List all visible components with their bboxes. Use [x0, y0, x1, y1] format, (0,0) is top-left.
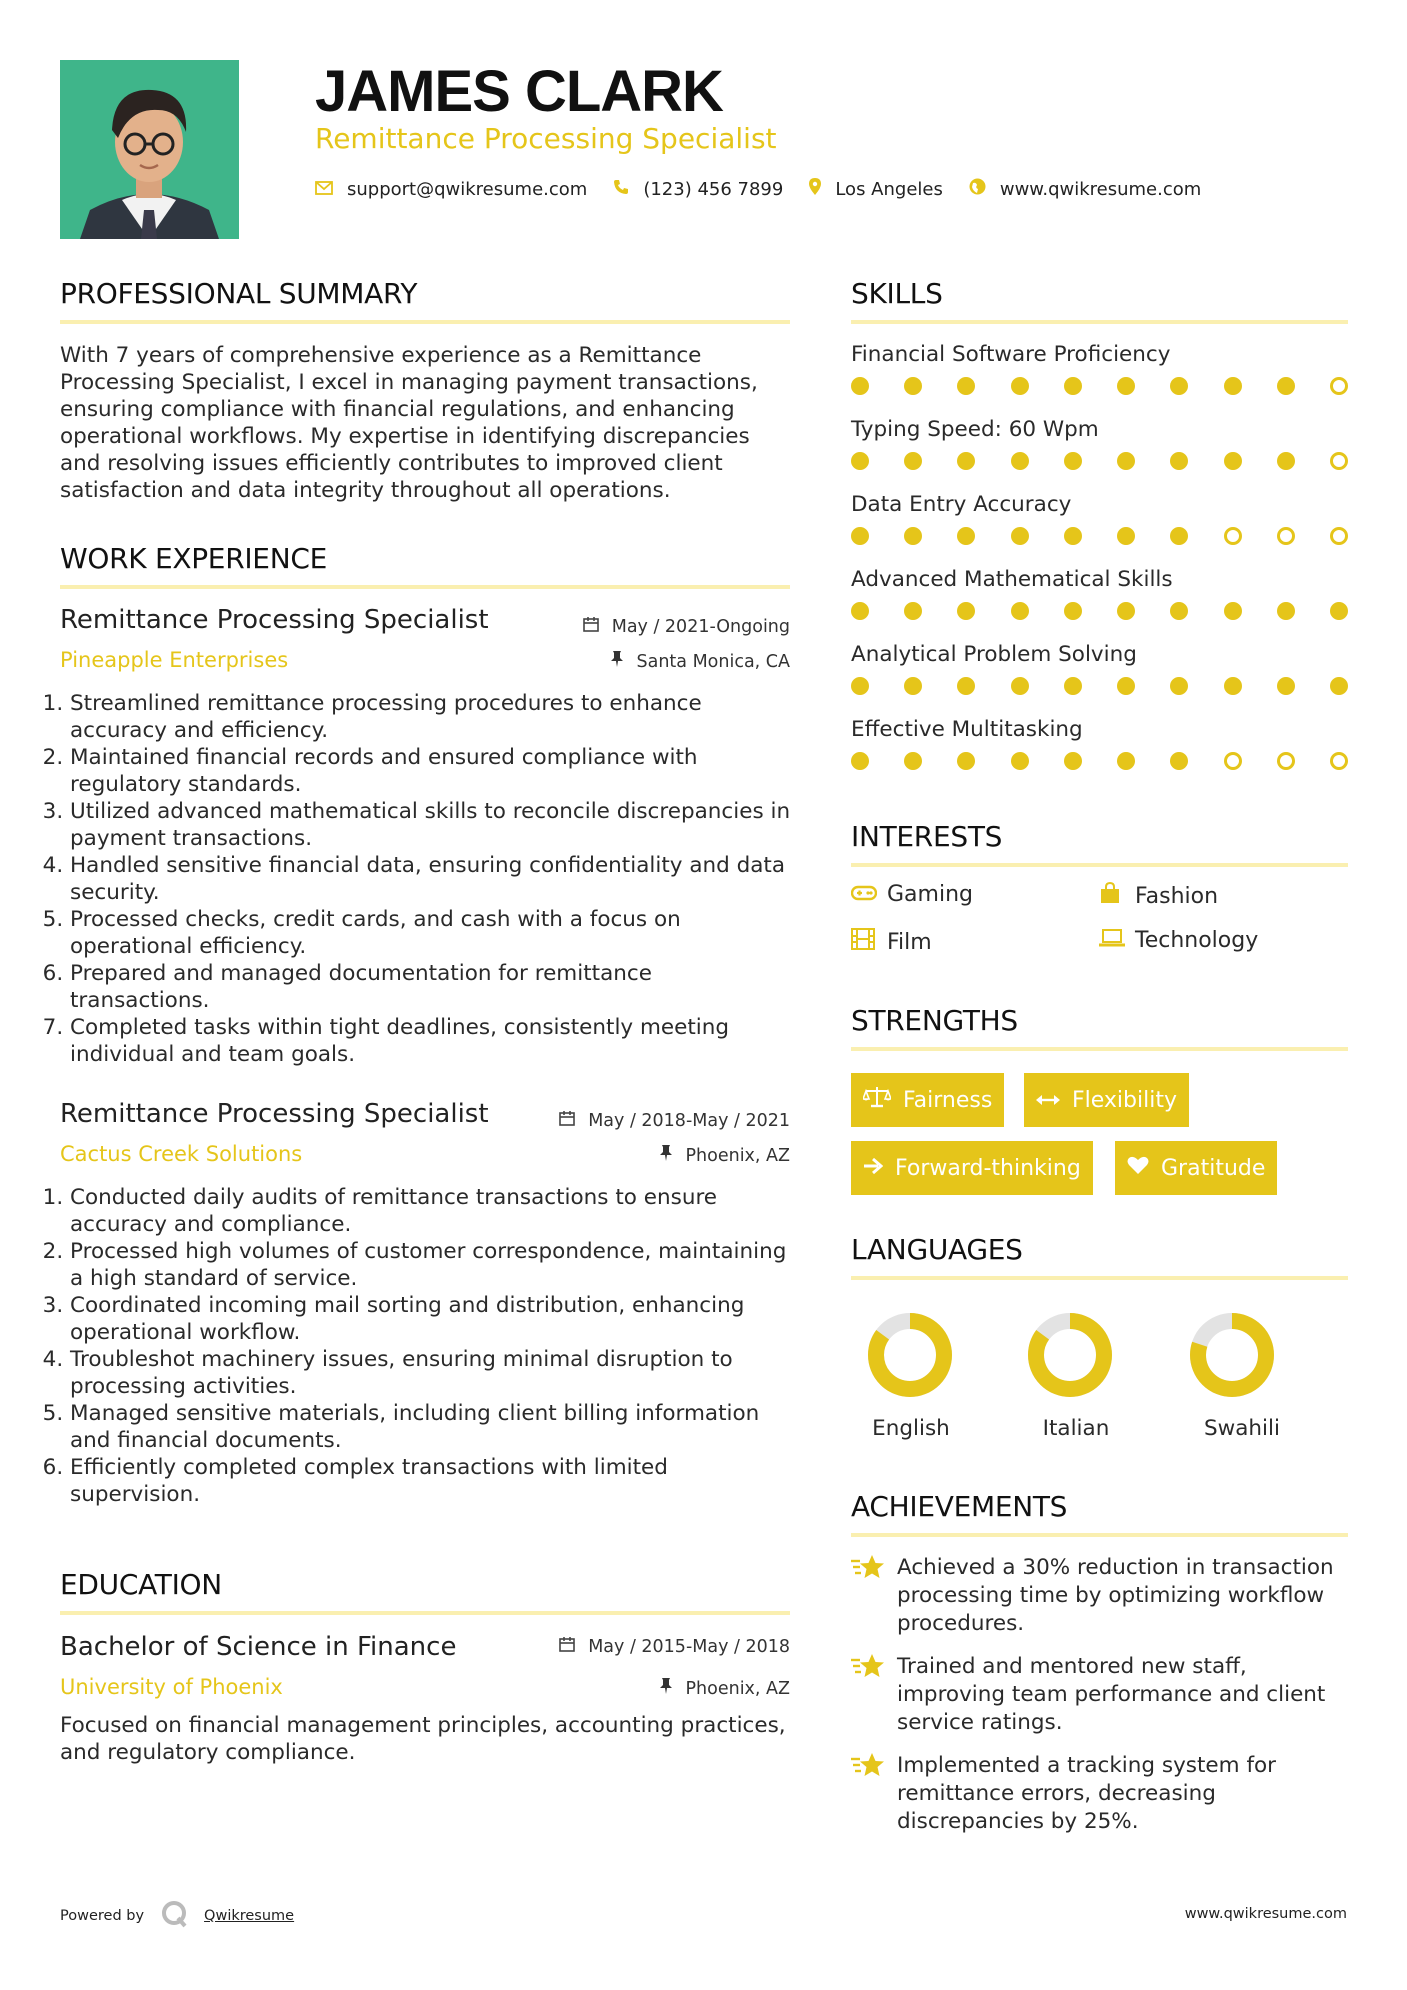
skill-rating [851, 602, 1348, 620]
strength-chip [851, 1141, 1093, 1195]
rating-dot-filled [1011, 527, 1029, 545]
languages-heading: LANGUAGES [851, 1233, 1023, 1266]
film-icon [851, 928, 887, 956]
profile-avatar-illustration [60, 60, 239, 239]
contact-website[interactable]: www.qwikresume.com [999, 178, 1202, 200]
list-item: 6. Prepared and managed documentation for remittance transactions. [70, 960, 792, 1014]
profile-photo [60, 60, 239, 239]
skill-item [851, 567, 1348, 642]
list-item: 3. Utilized advanced mathematical skills to reconcile discrepancies in payment transactions. [70, 798, 792, 852]
job-location-text: Phoenix, AZ [685, 1146, 790, 1166]
rating-dot-filled [1170, 752, 1188, 770]
skills-list [851, 342, 1348, 792]
job-date-text: May / 2021-Ongoing [611, 617, 790, 637]
list-item: 4. Handled sensitive financial data, ensuring confidentiality and data security. [70, 852, 792, 906]
list-item: 1. Streamlined remittance processing procedures to enhance accuracy and efficiency. [70, 690, 792, 744]
education-date [559, 1636, 790, 1657]
rating-dot-filled [1064, 527, 1082, 545]
language-donut [876, 1321, 944, 1389]
candidate-title: Remittance Processing Specialist [315, 122, 777, 155]
rating-dot-empty [1277, 527, 1295, 545]
rating-dot-filled [1277, 602, 1295, 620]
interests-heading: INTERESTS [851, 820, 1003, 853]
rating-dot-filled [1170, 452, 1188, 470]
rating-dot-empty [1224, 752, 1242, 770]
language-label: Swahili [1204, 1416, 1280, 1441]
strength-chip [1024, 1073, 1189, 1127]
job-location [660, 1145, 790, 1166]
job-date-text: May / 2018-May / 2021 [588, 1111, 790, 1131]
rating-dot-filled [1064, 452, 1082, 470]
balance-scale-icon [863, 1086, 891, 1114]
rating-dot-filled [851, 752, 869, 770]
list-item: 2. Maintained financial records and ensured compliance with regulatory standards. [70, 744, 792, 798]
skills-heading: SKILLS [851, 277, 943, 310]
list-item: 4. Troubleshot machinery issues, ensuring minimal disruption to processing activities. [70, 1346, 792, 1400]
rating-dot-filled [957, 527, 975, 545]
list-item: 2. Processed high volumes of customer correspondence, maintaining a high standard of service. [70, 1238, 792, 1292]
summary-divider [60, 320, 790, 324]
strength-chip [1115, 1141, 1277, 1195]
candidate-name: JAMES CLARK [315, 59, 723, 124]
rating-dot-filled [904, 452, 922, 470]
rating-dot-filled [904, 377, 922, 395]
skill-item [851, 717, 1348, 792]
education-location-text: Phoenix, AZ [685, 1679, 790, 1699]
map-pin-icon [809, 178, 821, 200]
rating-dot-filled [1224, 677, 1242, 695]
heart-icon [1127, 1155, 1149, 1181]
rating-dot-filled [1064, 677, 1082, 695]
rating-dot-filled [851, 377, 869, 395]
laptop-icon [1099, 928, 1135, 953]
rating-dot-filled [904, 527, 922, 545]
rating-dot-filled [1011, 602, 1029, 620]
company-name: Pineapple Enterprises [60, 648, 289, 672]
interest-item [1099, 928, 1258, 953]
strength-label: Gratitude [1161, 1155, 1266, 1181]
interest-label: Technology [1135, 928, 1259, 953]
skill-rating [851, 752, 1348, 770]
phone-icon [613, 179, 629, 200]
education-date-text: May / 2015-May / 2018 [588, 1637, 790, 1657]
interest-item [1099, 882, 1218, 910]
strength-chip [851, 1073, 1004, 1127]
rating-dot-filled [904, 677, 922, 695]
interest-item [851, 928, 932, 956]
globe-icon [969, 178, 986, 200]
shopping-bag-icon [1099, 882, 1135, 910]
rating-dot-filled [1011, 377, 1029, 395]
strength-label: Flexibility [1072, 1087, 1177, 1113]
interests-divider [851, 863, 1348, 867]
rating-dot-empty [1330, 527, 1348, 545]
job-date [559, 1110, 790, 1131]
strength-label: Fairness [903, 1087, 993, 1113]
rating-dot-filled [1064, 752, 1082, 770]
rating-dot-filled [904, 752, 922, 770]
rating-dot-filled [1170, 677, 1188, 695]
powered-by-text: Powered by [60, 1908, 145, 1924]
rating-dot-filled [1330, 602, 1348, 620]
language-donut [1036, 1321, 1104, 1389]
footer-url[interactable]: www.qwikresume.com [1184, 1906, 1347, 1922]
rating-dot-filled [1170, 377, 1188, 395]
rating-dot-filled [1170, 602, 1188, 620]
skill-name: Financial Software Proficiency [851, 342, 1171, 367]
rating-dot-filled [1330, 677, 1348, 695]
star-icon [851, 1752, 897, 1836]
gamepad-icon [851, 882, 887, 907]
interest-item [851, 882, 973, 907]
rating-dot-filled [957, 752, 975, 770]
rating-dot-filled [1277, 377, 1295, 395]
contact-email[interactable]: support@qwikresume.com [347, 178, 588, 200]
rating-dot-filled [1117, 452, 1135, 470]
job-location [611, 651, 790, 672]
job-bullets [52, 690, 792, 1068]
pushpin-icon [660, 1679, 677, 1698]
rating-dot-empty [1277, 752, 1295, 770]
calendar-icon [559, 1637, 580, 1656]
job-date [583, 616, 790, 637]
rating-dot-empty [1224, 527, 1242, 545]
star-icon [851, 1653, 897, 1737]
interest-label: Film [887, 929, 932, 955]
pushpin-icon [660, 1146, 677, 1165]
achievement-item [851, 1554, 1348, 1638]
job-title: Remittance Processing Specialist [60, 605, 489, 635]
skill-name: Typing Speed: 60 Wpm [851, 417, 1099, 442]
contact-bar [315, 178, 1227, 200]
rating-dot-filled [957, 677, 975, 695]
skill-name: Data Entry Accuracy [851, 492, 1072, 517]
rating-dot-filled [1117, 527, 1135, 545]
list-item: 3. Coordinated incoming mail sorting and distribution, enhancing operational workflow. [70, 1292, 792, 1346]
skill-rating [851, 527, 1348, 545]
envelope-icon [315, 179, 333, 200]
list-item: 5. Managed sensitive materials, including client billing information and financial documents. [70, 1400, 792, 1454]
strengths-heading: STRENGTHS [851, 1004, 1018, 1037]
rating-dot-filled [1224, 602, 1242, 620]
contact-location: Los Angeles [835, 178, 943, 200]
achievement-item [851, 1752, 1348, 1836]
achievements-divider [851, 1533, 1348, 1537]
rating-dot-filled [1117, 602, 1135, 620]
rating-dot-filled [1117, 377, 1135, 395]
rating-dot-filled [1011, 452, 1029, 470]
qwikresume-link[interactable]: Qwikresume [204, 1908, 295, 1924]
school-name: University of Phoenix [60, 1675, 283, 1699]
rating-dot-filled [1224, 377, 1242, 395]
rating-dot-filled [1170, 527, 1188, 545]
education-divider [60, 1611, 790, 1615]
achievement-item [851, 1653, 1348, 1737]
qwikresume-logo-icon [160, 1900, 190, 1932]
rating-dot-filled [1117, 677, 1135, 695]
rating-dot-filled [1011, 752, 1029, 770]
job-location-text: Santa Monica, CA [636, 652, 790, 672]
contact-phone[interactable]: (123) 456 7899 [643, 178, 784, 200]
rating-dot-filled [851, 527, 869, 545]
education-heading: EDUCATION [60, 1568, 222, 1601]
education-location [660, 1678, 790, 1699]
language-donut [1198, 1321, 1266, 1389]
job-title: Remittance Processing Specialist [60, 1099, 489, 1129]
degree-title: Bachelor of Science in Finance [60, 1632, 457, 1662]
achievement-text: Trained and mentored new staff, improving team performance and client service ratings. [897, 1654, 1326, 1735]
skill-name: Analytical Problem Solving [851, 642, 1137, 667]
skill-item [851, 417, 1348, 492]
language-label: Italian [1042, 1416, 1110, 1441]
list-item: 7. Completed tasks within tight deadlines, consistently meeting individual and team goals. [70, 1014, 792, 1068]
list-item: 1. Conducted daily audits of remittance transactions to ensure accuracy and compliance. [70, 1184, 792, 1238]
rating-dot-filled [1117, 752, 1135, 770]
calendar-icon [583, 617, 604, 636]
achievement-text: Implemented a tracking system for remittance errors, decreasing discrepancies by 25%. [897, 1753, 1277, 1834]
rating-dot-filled [957, 452, 975, 470]
rating-dot-filled [904, 602, 922, 620]
languages-divider [851, 1276, 1348, 1280]
rating-dot-filled [1277, 452, 1295, 470]
language-donuts [851, 1300, 1348, 1420]
company-name: Cactus Creek Solutions [60, 1142, 303, 1166]
rating-dot-empty [1330, 377, 1348, 395]
pushpin-icon [611, 652, 628, 671]
footer-powered-by [60, 1900, 294, 1932]
star-icon [851, 1554, 897, 1638]
list-item: 5. Processed checks, credit cards, and cash with a focus on operational efficiency. [70, 906, 792, 960]
arrows-horizontal-icon [1036, 1088, 1060, 1113]
skill-rating [851, 452, 1348, 470]
rating-dot-filled [1011, 677, 1029, 695]
skills-divider [851, 320, 1348, 324]
arrow-right-icon [863, 1156, 883, 1181]
skill-item [851, 642, 1348, 717]
list-item: 6. Efficiently completed complex transactions with limited supervision. [70, 1454, 792, 1508]
experience-heading: WORK EXPERIENCE [60, 542, 327, 575]
skill-rating [851, 377, 1348, 395]
rating-dot-filled [1064, 602, 1082, 620]
skill-item [851, 342, 1348, 417]
job-bullets [52, 1184, 792, 1508]
rating-dot-filled [957, 377, 975, 395]
rating-dot-filled [851, 677, 869, 695]
skill-name: Effective Multitasking [851, 717, 1083, 742]
rating-dot-filled [851, 452, 869, 470]
education-description: Focused on financial management principles, accounting practices, and regulatory compliance. [60, 1713, 786, 1765]
interest-label: Fashion [1135, 883, 1219, 909]
summary-text: With 7 years of comprehensive experience as a Remittance Processing Specialist, I excel in managing payment transactions, ensuring compliance with financial regulations, and enhancing operational workflows. My expertise in identifying discrepancies and resolving issues efficiently contributes to improved client satisfaction and data integrity throughout all operations. [60, 343, 758, 503]
skill-rating [851, 677, 1348, 695]
interest-label: Gaming [887, 882, 973, 907]
rating-dot-filled [1064, 377, 1082, 395]
experience-divider [60, 585, 790, 589]
rating-dot-empty [1330, 452, 1348, 470]
skill-item [851, 492, 1348, 567]
strength-label: Forward-thinking [895, 1155, 1081, 1181]
calendar-icon [559, 1111, 580, 1130]
achievement-text: Achieved a 30% reduction in transaction processing time by optimizing workflow procedures. [897, 1555, 1334, 1636]
rating-dot-filled [957, 602, 975, 620]
summary-heading: PROFESSIONAL SUMMARY [60, 277, 418, 310]
language-label: English [872, 1416, 950, 1441]
strengths-divider [851, 1047, 1348, 1051]
rating-dot-filled [851, 602, 869, 620]
skill-name: Advanced Mathematical Skills [851, 567, 1173, 592]
rating-dot-filled [1277, 677, 1295, 695]
achievements-heading: ACHIEVEMENTS [851, 1490, 1068, 1523]
rating-dot-filled [1224, 452, 1242, 470]
rating-dot-empty [1330, 752, 1348, 770]
